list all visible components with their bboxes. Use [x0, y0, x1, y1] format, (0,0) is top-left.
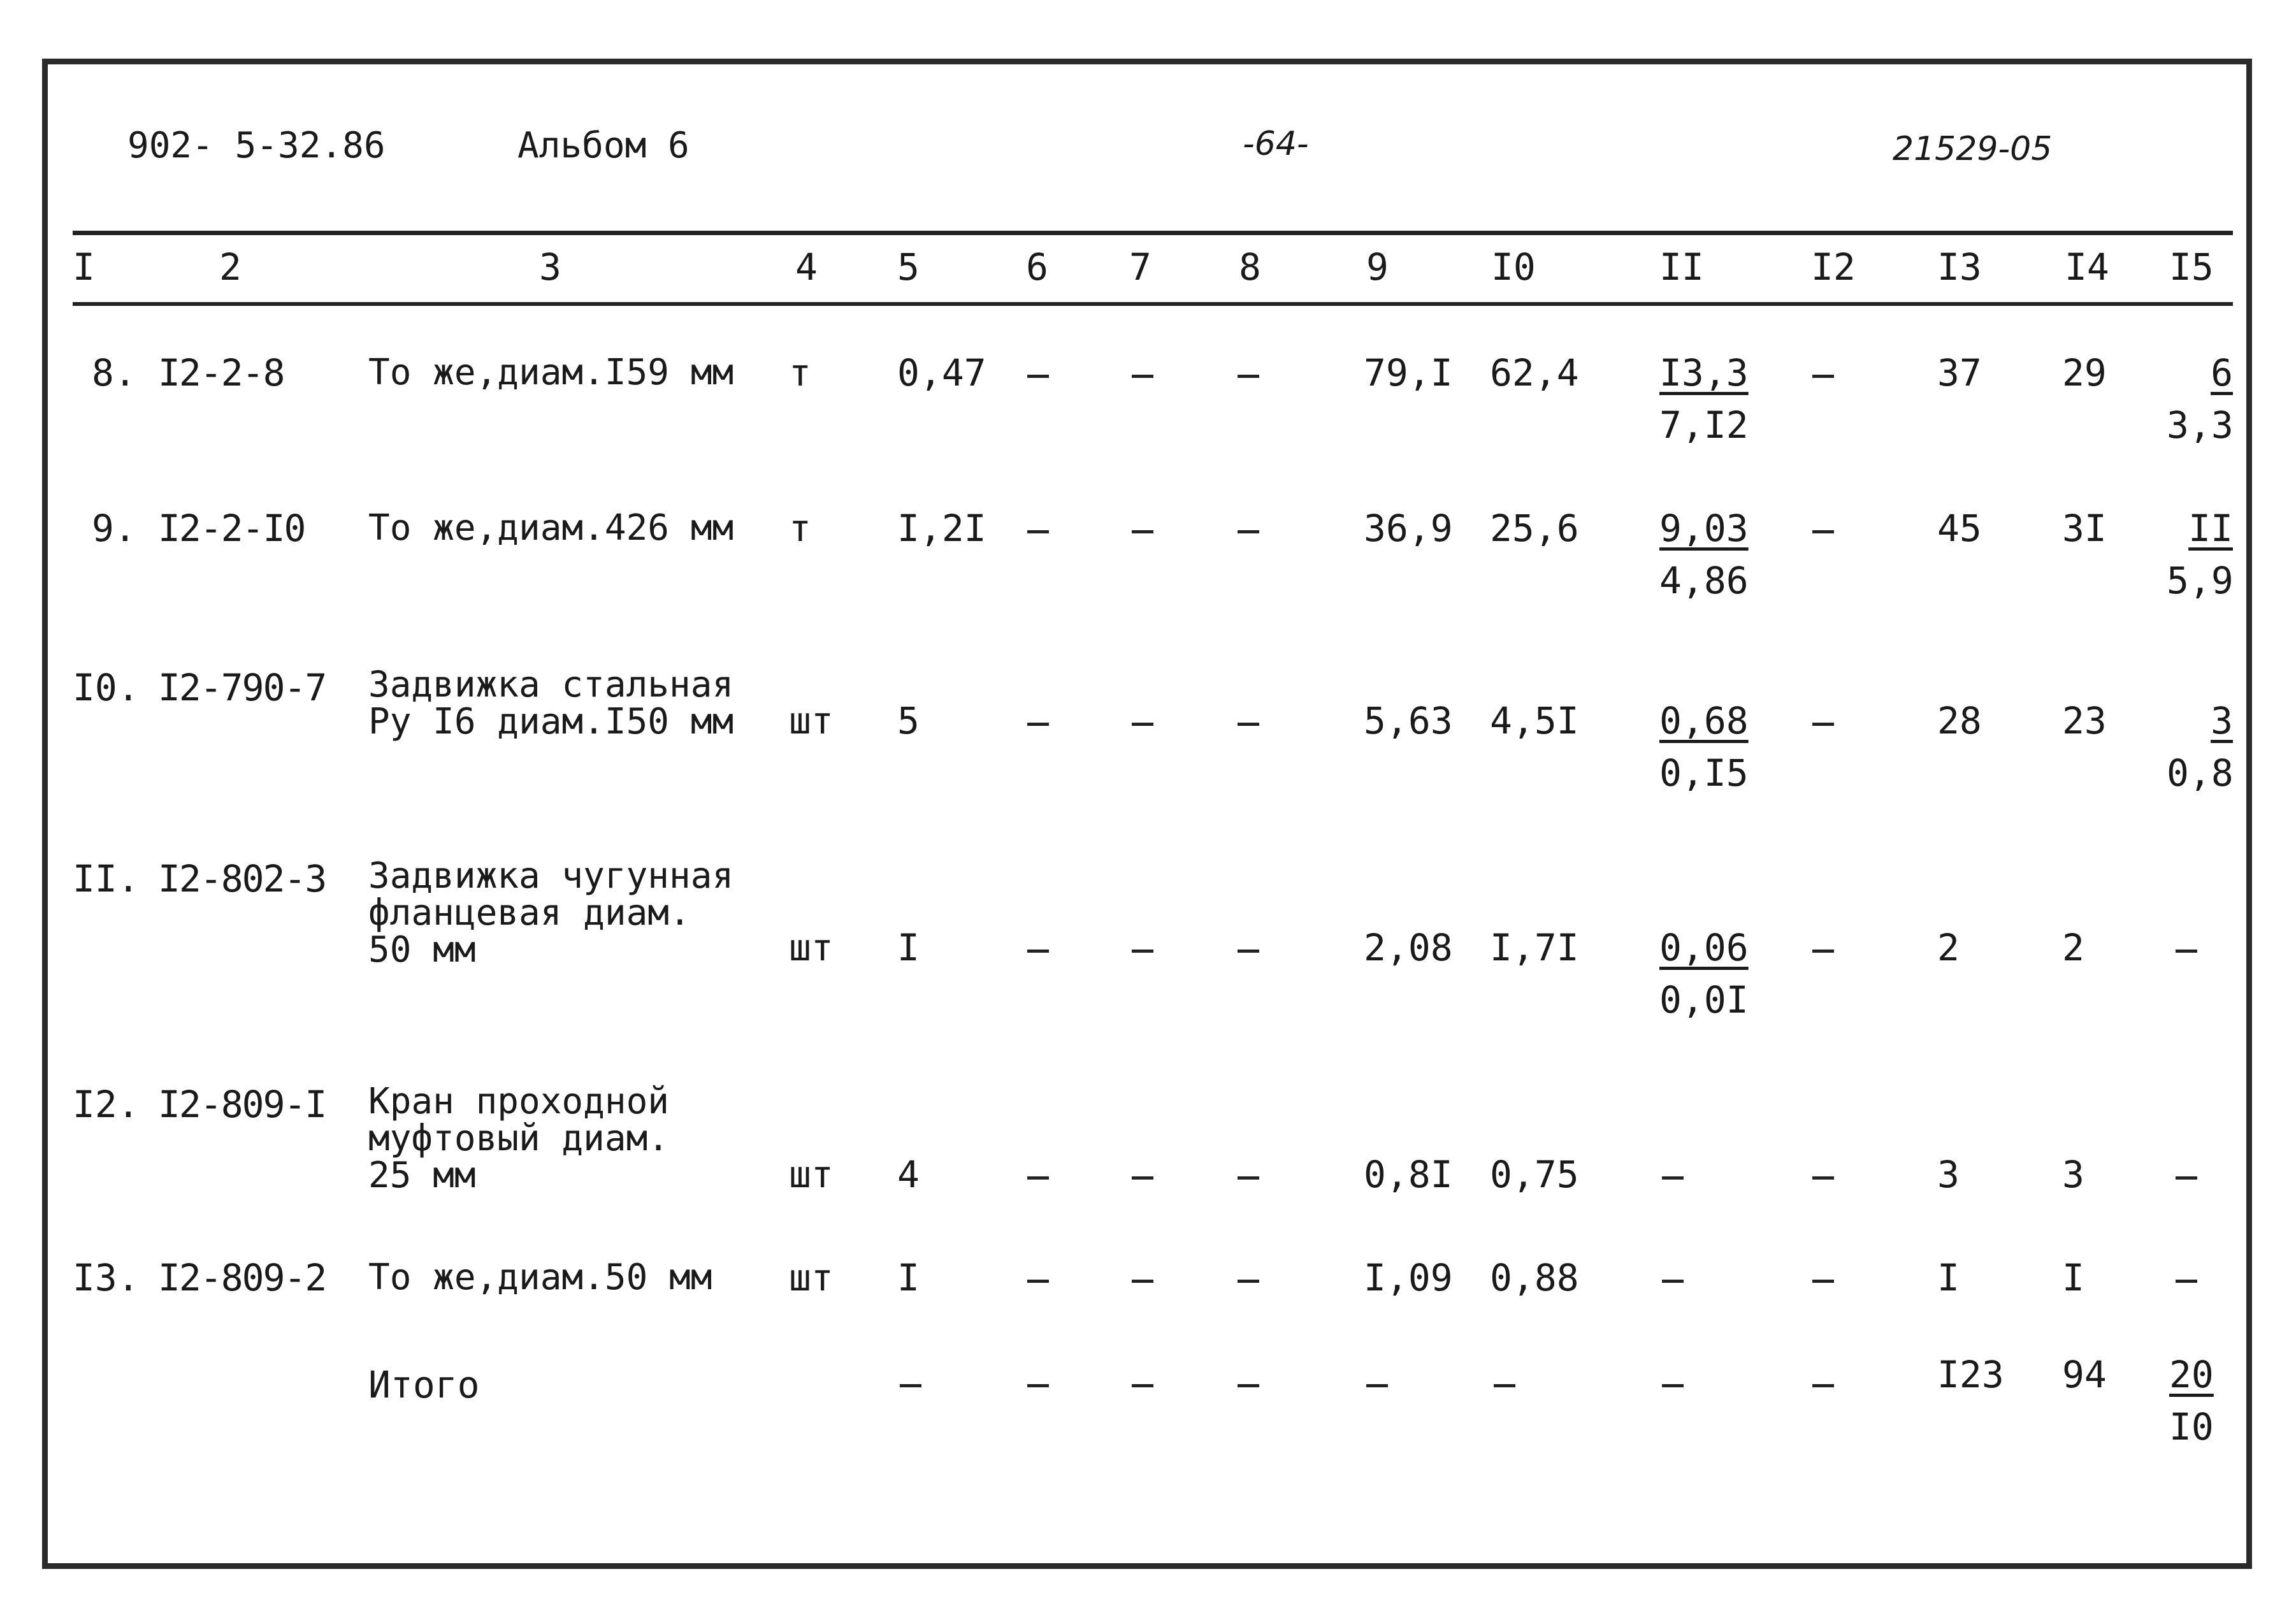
quantity: 4 [897, 1153, 920, 1196]
unit: т [789, 351, 811, 394]
price-code: I2-790-7 [158, 666, 326, 709]
fraction-top: I3,3 [1659, 351, 1749, 394]
col-header: 6 [1026, 245, 1048, 289]
fraction-bottom: 4,86 [1659, 559, 1749, 602]
col-header: 5 [897, 245, 920, 289]
col15-fraction [2167, 351, 2234, 447]
dash [1027, 1176, 1049, 1180]
dash [1132, 950, 1153, 953]
dash [2176, 1280, 2197, 1283]
col9-value: 5,63 [1364, 699, 1453, 742]
col-header: 8 [1239, 245, 1261, 289]
price-code: I2-2-I0 [158, 507, 305, 550]
dash [1238, 1384, 1259, 1387]
dash [1132, 1280, 1153, 1283]
total-col13: I23 [1937, 1353, 2004, 1396]
dash [1238, 530, 1259, 533]
col11-fraction [1659, 507, 1749, 602]
col10-value: 4,5I [1490, 699, 1579, 742]
col-header: 4 [795, 245, 818, 289]
dash [1027, 375, 1049, 378]
quantity: I,2I [897, 507, 986, 550]
col10-value: 25,6 [1490, 507, 1579, 550]
fraction-bottom: 0,I5 [1659, 751, 1749, 795]
col10-value: 0,75 [1490, 1153, 1579, 1196]
col-header: 3 [539, 245, 561, 289]
price-code: I2-809-I [158, 1083, 326, 1126]
col13-value: 2 [1937, 926, 1960, 969]
dash [1662, 1176, 1684, 1180]
col-header: 2 [219, 245, 242, 289]
total-col15-fraction [2169, 1353, 2214, 1448]
fraction-top: 9,03 [1659, 507, 1749, 550]
dash [1366, 1384, 1388, 1387]
col10-value: 0,88 [1490, 1256, 1579, 1299]
album-label: Альбом 6 [517, 125, 690, 166]
dash [1132, 1176, 1153, 1180]
price-code: I2-2-8 [158, 351, 284, 394]
dash [2176, 1176, 2197, 1180]
fraction-bottom: 0,0I [1659, 978, 1749, 1022]
dash [1812, 723, 1834, 726]
item-description: Кран проходной муфтовый диам. 25 мм [368, 1081, 670, 1196]
quantity: 0,47 [897, 351, 986, 394]
dash [1132, 375, 1153, 378]
col-header: II [1659, 245, 1704, 289]
item-description: То же,диам.50 мм [368, 1257, 712, 1298]
col13-value: 3 [1937, 1153, 1960, 1196]
fraction-top: 0,68 [1659, 699, 1749, 742]
table-header-rule [73, 302, 2233, 306]
col11-fraction [1659, 926, 1749, 1022]
total-col14: 94 [2062, 1353, 2107, 1396]
col9-value: 0,8I [1364, 1153, 1453, 1196]
row-number: I2. [73, 1083, 140, 1126]
quantity: I [897, 926, 920, 969]
fraction-bottom: 0,8 [2167, 751, 2234, 795]
fraction-top: II [2188, 507, 2233, 550]
dash [1662, 1384, 1684, 1387]
row-number: II. [73, 857, 140, 900]
col9-value: I,09 [1364, 1256, 1453, 1299]
col14-value: 2 [2062, 926, 2084, 969]
col14-value: 3 [2062, 1153, 2084, 1196]
fraction-bottom: 7,I2 [1659, 403, 1749, 447]
col13-value: 45 [1937, 507, 1982, 550]
dash [1238, 375, 1259, 378]
fraction-bottom: 3,3 [2167, 403, 2234, 447]
dash [1132, 530, 1153, 533]
price-code: I2-802-3 [158, 857, 326, 900]
col-header: I [73, 245, 95, 289]
quantity: 5 [897, 699, 920, 742]
dash [2176, 950, 2197, 953]
col9-value: 36,9 [1364, 507, 1453, 550]
doc-number: 21529-05 [1893, 130, 2053, 168]
dash [1662, 1280, 1684, 1283]
col13-value: I [1937, 1256, 1960, 1299]
unit: шт [789, 699, 834, 742]
table-top-rule [73, 231, 2233, 235]
dash [1238, 950, 1259, 953]
col10-value: 62,4 [1490, 351, 1579, 394]
col15-fraction [2167, 699, 2234, 795]
col-header: I3 [1937, 245, 1982, 289]
item-description: Задвижка чугунная фланцевая диам. 50 мм [368, 855, 734, 971]
dash [900, 1384, 921, 1387]
item-description: Задвижка стальная Ру I6 диам.I50 мм [368, 664, 734, 742]
col14-value: 23 [2062, 699, 2107, 742]
dash [1027, 1384, 1049, 1387]
dash [1812, 530, 1834, 533]
col13-value: 28 [1937, 699, 1982, 742]
dash [1132, 723, 1153, 726]
unit: шт [789, 1153, 834, 1196]
price-code: I2-809-2 [158, 1256, 326, 1299]
col10-value: I,7I [1490, 926, 1579, 969]
col13-value: 37 [1937, 351, 1982, 394]
item-description: То же,диам.426 мм [368, 507, 734, 549]
dash [1494, 1384, 1515, 1387]
col14-value: 29 [2062, 351, 2107, 394]
col9-value: 2,08 [1364, 926, 1453, 969]
col-header: I0 [1491, 245, 1536, 289]
col11-fraction [1659, 351, 1749, 447]
doc-code: 902- 5-32.86 [127, 125, 386, 166]
col-header: 7 [1129, 245, 1152, 289]
col15-fraction [2167, 507, 2234, 602]
dash [1027, 723, 1049, 726]
row-number: 8. [92, 351, 136, 394]
dash [1027, 950, 1049, 953]
fraction-top: 3 [2211, 699, 2233, 742]
dash [1812, 950, 1834, 953]
quantity: I [897, 1256, 920, 1299]
col14-value: I [2062, 1256, 2084, 1299]
unit: шт [789, 926, 834, 969]
col11-fraction [1659, 699, 1749, 795]
col-header: I4 [2065, 245, 2109, 289]
dash [1132, 1384, 1153, 1387]
col-header: 9 [1366, 245, 1389, 289]
fraction-bottom: 5,9 [2167, 559, 2234, 602]
dash [1812, 1280, 1834, 1283]
row-number: I0. [73, 666, 140, 709]
col-header: I2 [1811, 245, 1856, 289]
fraction-top: 0,06 [1659, 926, 1749, 969]
total-label: Итого [368, 1363, 480, 1406]
row-number: I3. [73, 1256, 140, 1299]
page-number: -64- [1243, 125, 1309, 163]
fraction-bottom: I0 [2169, 1405, 2214, 1448]
dash [1238, 723, 1259, 726]
col14-value: 3I [2062, 507, 2107, 550]
dash [1238, 1176, 1259, 1180]
dash [1812, 375, 1834, 378]
row-number: 9. [92, 507, 136, 550]
dash [1812, 1384, 1834, 1387]
unit: шт [789, 1256, 834, 1299]
unit: т [789, 507, 811, 550]
dash [1238, 1280, 1259, 1283]
fraction-top: 6 [2211, 351, 2233, 394]
fraction-top: 20 [2169, 1353, 2214, 1396]
dash [1027, 530, 1049, 533]
dash [1027, 1280, 1049, 1283]
col-header: I5 [2169, 245, 2214, 289]
col9-value: 79,I [1364, 351, 1453, 394]
item-description: То же,диам.I59 мм [368, 352, 734, 393]
dash [1812, 1176, 1834, 1180]
